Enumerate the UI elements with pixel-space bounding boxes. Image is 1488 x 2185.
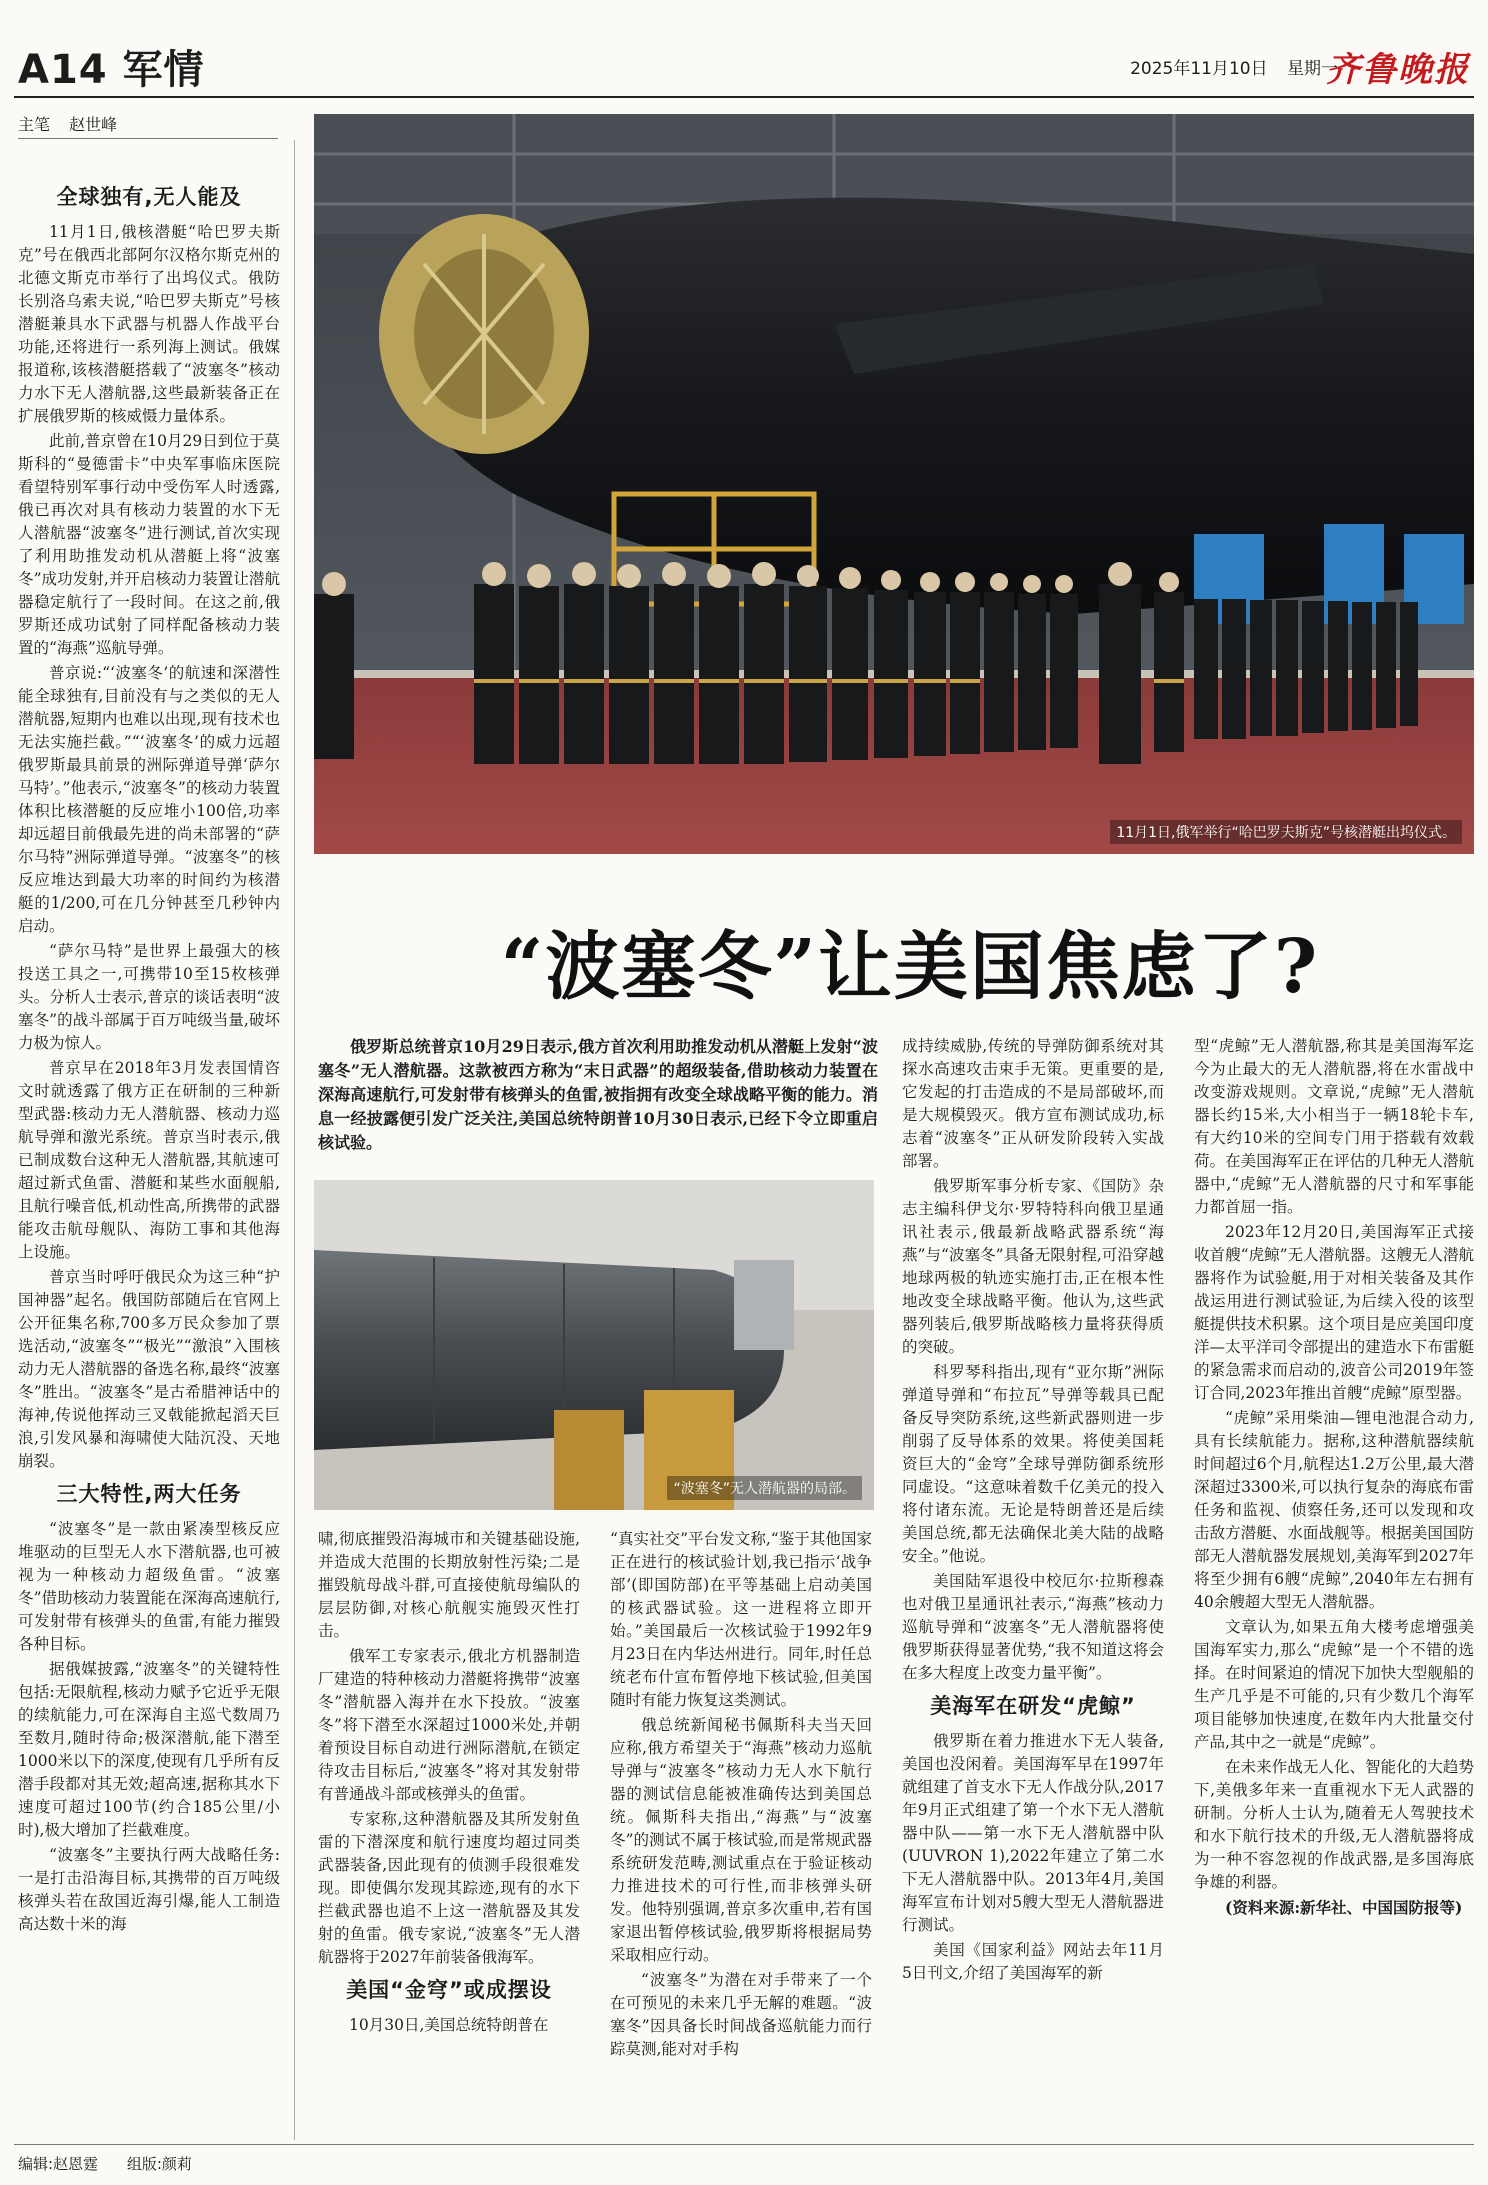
article-headline: “波塞冬”让美国焦虑了? <box>500 924 1320 1010</box>
paragraph: 在未来作战无人化、智能化的大趋势下,美俄多年来一直重视水下无人武器的研制。分析人士认为,随着无人驾驶技术和水下航行技术的升级,无人潜航器将成为一种不容忽视的作战武器,是多国海底争雄的利器。 <box>1194 1758 1474 1891</box>
footer-layout: 组版:颜莉 <box>126 2155 192 2173</box>
lead-paragraph: 俄罗斯总统普京10月29日表示,俄方首次利用助推发动机从潜艇上发射“波塞冬”无人潜航器。这款被西方称为“末日武器”的超级装备,借助核动力装置在深海高速航行,可发射带有核弹头的鱼雷,被指拥有改变全球战略平衡的能力。消息一经披露便引发广泛关注,美国总统特朗普10月30日表示,已经下令立即重启核试验。 <box>318 1037 878 1152</box>
paragraph: 11月1日,俄核潜艇“哈巴罗夫斯克”号在俄西北部阿尔汉格尔斯克州的北德文斯克市举行了出坞仪式。俄防长别洛乌索夫说,“哈巴罗夫斯克”号核潜艇兼具水下武器与机器人作战平台功能,还将进行一系列海上测试。俄媒报道称,该核潜艇搭载了“波塞冬”核动力水下无人潜航器,这些最新装备正在扩展俄罗斯的核威慑力量体系。 <box>18 223 280 425</box>
paragraph: 型“虎鲸”无人潜航器,称其是美国海军迄今为止最大的无人潜航器,将在水雷战中改变游戏规则。文章说,“虎鲸”无人潜航器长约15米,大小相当于一辆18轮卡车,有大约10米的空间专门用于搭载有效载荷。在美国海军正在评估的几种无人潜航器中,“虎鲸”无人潜航器的尺寸和军事能力都首屈一指。 <box>1194 1037 1474 1216</box>
poseidon-drone-illustration <box>314 1180 874 1510</box>
source-note: (资料来源:新华社、中国国防报等) <box>1225 1898 1463 1917</box>
paragraph: 普京说:“‘波塞冬’的航速和深潜性能全球独有,目前没有与之类似的无人潜航器,短期内也难以出现,现有技术也无法实施拦截。”“‘波塞冬’的威力远超俄罗斯最具前景的洲际弹道导弹‘萨尔马特’。”他表示,“波塞冬”的核动力装置体积比核潜艇的反应堆小100倍,功率却远超目前俄最先进的尚未部署的“萨尔马特”洲际弹道导弹。“波塞冬”的核反应堆达到最大功率的时间约为核潜艇的1/200,可在几分钟甚至几秒钟内启动。 <box>18 664 280 935</box>
poseidon-photo-caption: “波塞冬”无人潜航器的局部。 <box>667 1476 862 1500</box>
paragraph: “萨尔马特”是世界上最强大的核投送工具之一,可携带10至15枚核弹头。分析人士表示,普京的谈话表明“波塞冬”的战斗部属于百万吨级当量,破坏力极为惊人。 <box>18 942 280 1052</box>
subheading-features: 三大特性,两大任务 <box>56 1482 242 1506</box>
footer-editor: 编辑:赵恩霆 <box>18 2155 99 2173</box>
paragraph: 俄罗斯军事分析专家、《国防》杂志主编科伊戈尔·罗特特科向俄卫星通讯社表示,俄最新战略武器系统“海燕”与“波塞冬”具备无限射程,可沿穿越地球两极的轨迹实施打击,正在根本性地改变全球战略平衡。他认为,这些武器列装后,俄罗斯战略核力量将获得质的突破。 <box>902 1177 1164 1356</box>
paragraph: 俄军工专家表示,俄北方机器制造厂建造的特种核动力潜艇将携带“波塞冬”潜航器入海并在水下投放。“波塞冬”将下潜至水深超过1000米处,并朝着预设目标自动进行洲际潜航,在锁定待攻击目标后,“波塞冬”将对其发射带有普通战斗部或核弹头的鱼雷。 <box>318 1647 580 1803</box>
paragraph: “真实社交”平台发文称,“鉴于其他国家正在进行的核试验计划,我已指示‘战争部’(即国防部)在平等基础上启动美国的核武器试验。这一进程将立即开始。”美国最后一次核试验于1992年9月23日在内华达州进行。同年,时任总统老布什宣布暂停地下核试验,但美国随时有能力恢复这类测试。 <box>610 1530 872 1709</box>
paragraph: 10月30日,美国总统特朗普在 <box>349 2016 549 2034</box>
article-lead <box>318 1035 878 1157</box>
main-photo-caption: 11月1日,俄军举行“哈巴罗夫斯克”号核潜艇出坞仪式。 <box>1110 820 1462 844</box>
paragraph: “波塞冬”主要执行两大战略任务:一是打击沿海目标,其携带的百万吨级核弹头若在敌国近海引爆,能人工制造高达数十米的海 <box>18 1846 280 1933</box>
subheading-golden-dome: 美国“金穹”或成摆设 <box>346 1978 552 2002</box>
paragraph: “波塞冬”为潜在对手带来了一个在可预见的未来几乎无解的难题。“波塞冬”因具备长时间战备巡航能力而行踪莫测,能对对手构 <box>610 1971 872 2058</box>
paragraph: “波塞冬”是一款由紧凑型核反应堆驱动的巨型无人水下潜航器,也可被视为一种核动力超级鱼雷。“波塞冬”借助核动力装置能在深海高速航行,可发射带有核弹头的鱼雷,有能力摧毁各种目标。 <box>18 1520 280 1653</box>
column-divider <box>294 140 295 2140</box>
main-photo <box>314 114 1474 854</box>
paragraph: 此前,普京曾在10月29日到位于莫斯科的“曼德雷卡”中央军事临床医院看望特别军事行动中受伤军人时透露,俄已再次对具有核动力装置的水下无人潜航器“波塞冬”进行测试,首次实现了利用助推发动机从潜艇上将“波塞冬”成功发射,并开启核动力装置让潜航器稳定航行了一段时间。在这之前,俄罗斯还成功试射了同样配备核动力装置的“海燕”巡航导弹。 <box>18 432 280 657</box>
paragraph: 普京当时呼吁俄民众为这三种“护国神器”起名。俄国防部随后在官网上公开征集名称,700多万民众参加了票选活动,“波塞冬”“极光”“激浪”入围核动力无人潜航器的备选名称,最终“波塞冬”胜出。“波塞冬”是古希腊神话中的海神,传说他挥动三叉戟能掀起滔天巨浪,引发风暴和海啸使大陆沉没、天地崩裂。 <box>18 1268 280 1470</box>
page-footer <box>18 2153 216 2174</box>
newspaper-logo: 齐鲁晚报 <box>1326 50 1470 90</box>
byline-label: 主笔 <box>18 115 51 134</box>
paragraph: “虎鲸”采用柴油—锂电池混合动力,具有长续航能力。据称,这种潜航器续航时间超过6个月,航程达1.2万公里,最大潜深超过3300米,可以执行复杂的海底布雷任务和监视、侦察任务,还可以发现和攻击敌方潜艇、水面战舰等。根据美国国防部无人潜航器发展规划,美海军到2027年将至少拥有6艘“虎鲸”,2040年左右拥有40余艘超大型无人潜航器。 <box>1194 1409 1474 1611</box>
paragraph: 2023年12月20日,美国海军正式接收首艘“虎鲸”无人潜航器。这艘无人潜航器将作为试验艇,用于对相关装备及其作战运用进行测试验证,为后续入役的该型艇提供技术积累。这个项目是应美国印度洋—太平洋司令部提出的建造水下布雷艇的紧急需求而启动的,波音公司2019年签订合同,2023年推出首艘“虎鲸”原型器。 <box>1194 1223 1474 1402</box>
column-3 <box>610 1528 872 2063</box>
header-rule <box>14 96 1474 98</box>
page-header <box>0 0 1488 100</box>
paragraph: 据俄媒披露,“波塞冬”的关键特性包括:无限航程,核动力赋予它近乎无限的续航能力,可在深海自主巡弋数周乃至数月,随时待命;极深潜航,能下潜至1000米以下的深度,使现有几乎所有反潜手段都对其无效;超高速,据称其水下速度可超过100节(约合185公里/小时),极大增加了拦截难度。 <box>18 1660 280 1839</box>
paragraph: 文章认为,如果五角大楼考虑增强美国海军实力,那么“虎鲸”是一个不错的选择。在时间紧迫的情况下加快大型舰船的生产几乎是不可能的,只有少数几个海军项目能够加快速度,在数年内大批量交付产品,其中之一就是“虎鲸”。 <box>1194 1618 1474 1751</box>
paragraph: 俄罗斯在着力推进水下无人装备,美国也没闲着。美国海军早在1997年就组建了首支水下无人作战分队,2017年9月正式组建了第一个水下无人潜航器中队——第一水下无人潜航器中队(UUVRON 1),2022年建立了第二水下无人潜航器中队。2013年4月,美国海军宣布计划对5艘大型无人潜航器进行测试。 <box>902 1732 1164 1934</box>
poseidon-photo <box>314 1180 874 1510</box>
issue-date <box>1116 54 1338 79</box>
paragraph: 美国陆军退役中校厄尔·拉斯穆森也对俄卫星通讯社表示,“海燕”核动力巡航导弹和“波塞冬”无人潜航器将使俄罗斯获得显著优势,“我不知道这将会在多大程度上改变力量平衡”。 <box>902 1572 1164 1682</box>
paragraph: 普京早在2018年3月发表国情咨文时就透露了俄方正在研制的三种新型武器:核动力无人潜航器、核动力巡航导弹和激光系统。普京当时表示,俄已制成数台这种无人潜航器,其航速可超过新式鱼雷、潜艇和某些水面舰船,且航行噪音低,机动性高,所携带的武器能攻击航母舰队、海防工事和其他海上设施。 <box>18 1059 280 1261</box>
paragraph: 成持续威胁,传统的导弹防御系统对其探水高速攻击束手无策。更重要的是,它发起的打击造成的不是局部破坏,而是大规模毁灭。俄方宣布测试成功,标志着“波塞冬”正从研发阶段转入实战部署。 <box>902 1037 1164 1170</box>
byline-rule <box>18 138 278 139</box>
paragraph: 专家称,这种潜航器及其所发射鱼雷的下潜深度和航行速度均超过同类武器装备,因此现有的侦测手段很难发现。即使偶尔发现其踪迹,现有的水下拦截武器也追不上这一潜航器及其发射的鱼雷。俄专家说,“波塞冬”无人潜航器将于2027年前装备俄海军。 <box>318 1810 580 1966</box>
column-1 <box>18 176 280 1938</box>
paragraph: 俄总统新闻秘书佩斯科夫当天回应称,俄方希望关于“海燕”核动力巡航导弹与“波塞冬”核动力无人水下航行器的测试信息能被准确传达到美国总统。佩斯科夫指出,“海燕”与“波塞冬”的测试不属于核试验,而是常规武器系统研发范畴,测试重点在于验证核动力推进技术的可行性,而非核弹头研发。他特别强调,普京多次重申,若有国家退出暂停核试验,俄罗斯将根据局势采取相应行动。 <box>610 1716 872 1964</box>
column-2 <box>318 1528 580 2039</box>
paragraph: 啸,彻底摧毁沿海城市和关键基础设施,并造成大范围的长期放射性污染;二是摧毁航母战斗群,可直接使航母编队的层层防御,对核心航舰实施毁灭性打击。 <box>318 1530 580 1640</box>
byline-name: 赵世峰 <box>69 115 118 134</box>
footer-rule <box>14 2144 1474 2145</box>
subheading-unique: 全球独有,无人能及 <box>56 185 242 209</box>
page-section-code: A14 军情 <box>18 47 205 93</box>
subheading-orca: 美海军在研发“虎鲸” <box>930 1694 1136 1718</box>
submarine-ceremony-illustration <box>314 114 1474 854</box>
column-5 <box>1194 1035 1474 1921</box>
paragraph: 科罗琴科指出,现有“亚尔斯”洲际弹道导弹和“布拉瓦”导弹等载具已配备反导突防系统,这些新武器则进一步削弱了反导体系的效果。将使美国耗资巨大的“金穹”全球导弹防御系统形同虚设。“这意味着数千亿美元的投入将付诸东流。无论是特朗普还是后续美国总统,都无法确保北美大陆的战略安全。”他说。 <box>902 1363 1164 1565</box>
column-4 <box>902 1035 1164 1987</box>
byline <box>18 112 131 135</box>
date-text: 2025年11月10日 <box>1130 59 1268 79</box>
weekday-text: 星期一 <box>1287 59 1338 79</box>
paragraph: 美国《国家利益》网站去年11月5日刊文,介绍了美国海军的新 <box>902 1941 1164 1982</box>
